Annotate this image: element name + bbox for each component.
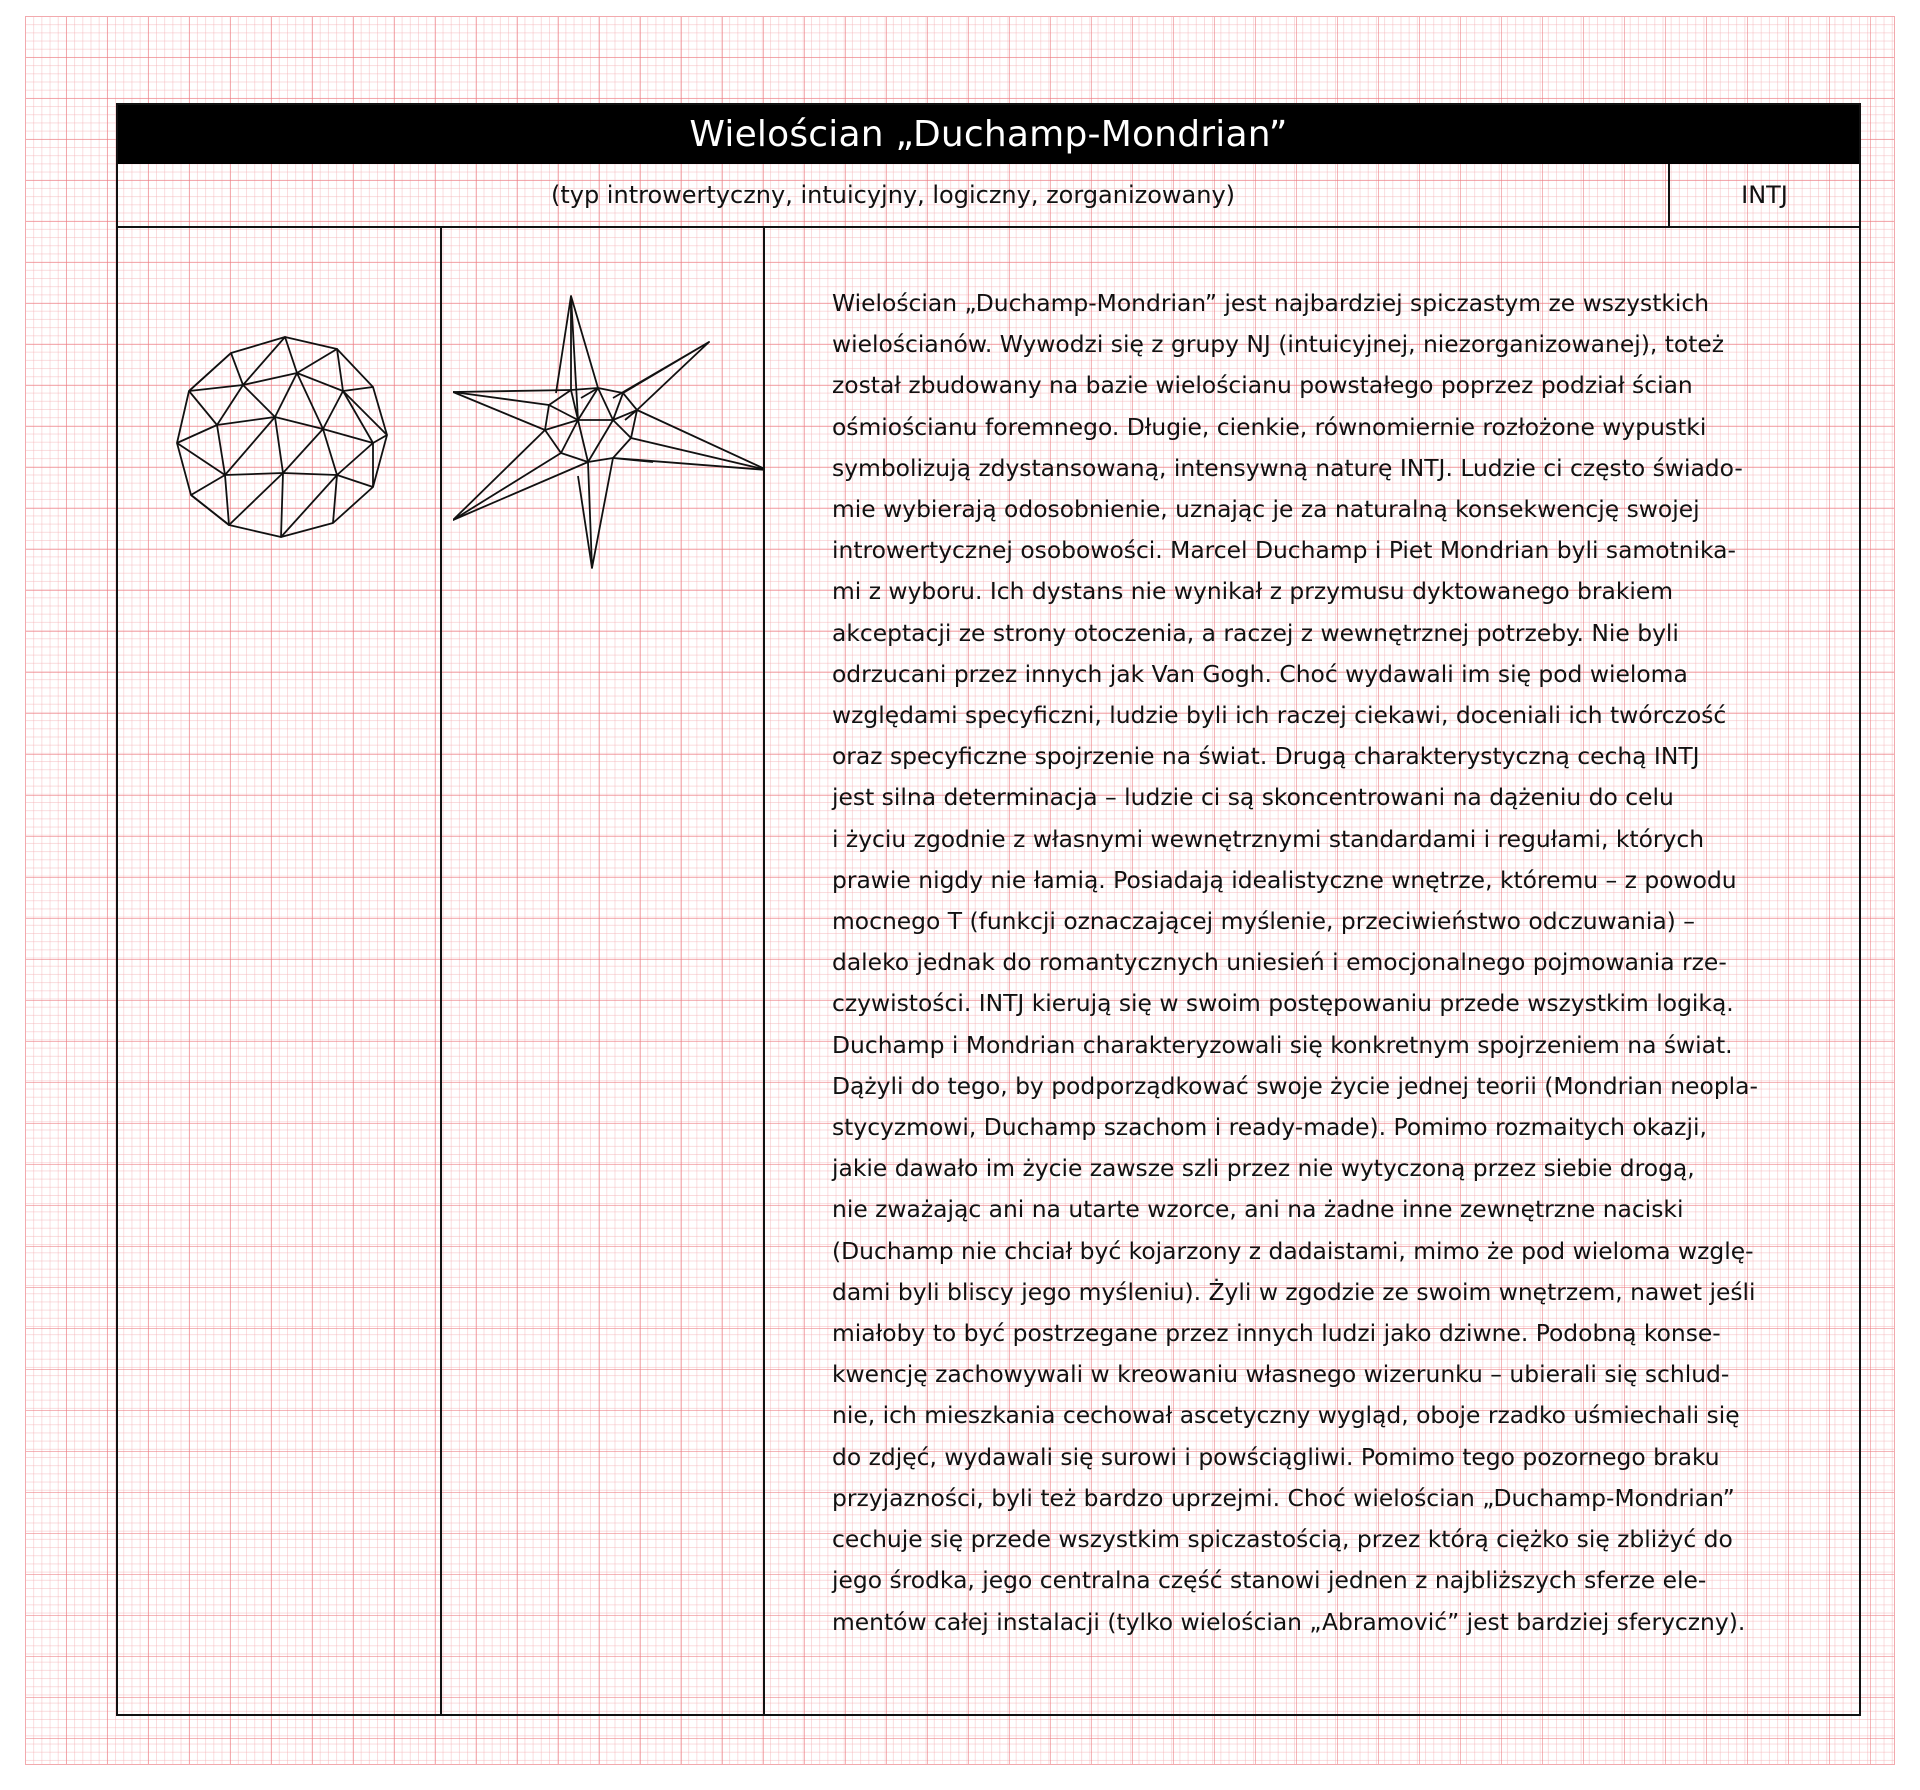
description-line: miałoby to być postrzegane przez innych ludzi jako dziwne. Podobną konse- xyxy=(832,1319,1721,1348)
description-line: został zbudowany na bazie wielościanu powstałego poprzez podział ścian xyxy=(832,371,1693,400)
description-line: mi z wyboru. Ich dystans nie wynikał z przymusu dyktowanego brakiem xyxy=(832,577,1674,606)
description-line: jakie dawało im życie zawsze szli przez nie wytyczoną przez siebie drogą, xyxy=(832,1154,1695,1183)
description-line: względami specyficzni, ludzie byli ich raczej ciekawi, doceniali ich twórczość xyxy=(832,701,1727,730)
description-line: jego środka, jego centralna część stanowi jednen z najbliższych sferze ele- xyxy=(832,1566,1707,1595)
description-line: Wielościan „Duchamp-Mondrian” jest najbardziej spiczastym ze wszystkich xyxy=(832,289,1710,317)
description-line: jest silna determinacja – ludzie ci są skoncentrowani na dążeniu do celu xyxy=(832,783,1674,812)
grid-paper-sheet xyxy=(25,16,1895,1765)
personality-type-code: INTJ xyxy=(1668,164,1859,226)
description-line: oraz specyficzne spojrzenie na świat. Drugą charakterystyczną cechą INTJ xyxy=(832,742,1700,771)
page-title: Wielościan „Duchamp-Mondrian” xyxy=(118,105,1859,164)
description-line: kwencję zachowywali w kreowaniu własnego wizerunku – ubierali się schlud- xyxy=(832,1360,1730,1389)
column-divider-right xyxy=(763,228,765,1714)
description-line: Duchamp i Mondrian charakteryzowali się konkretnym spojrzeniem na świat. xyxy=(832,1030,1733,1059)
description-line: symbolizują zdystansowaną, intensywną naturę INTJ. Ludzie ci często świado- xyxy=(832,453,1743,482)
description-line: mie wybierają odosobnienie, uznając je za naturalną konsekwencję swojej xyxy=(832,495,1700,524)
description-line: cechuje się przede wszystkim spiczastością, przez którą ciężko się zbliżyć do xyxy=(832,1525,1733,1554)
description-line: introwertycznej osobowości. Marcel Duchamp i Piet Mondrian byli samotnika- xyxy=(832,536,1736,565)
column-divider-left xyxy=(440,228,442,1714)
description-line: odrzucani przez innych jak Van Gogh. Choć wydawali im się pod wieloma xyxy=(832,659,1688,688)
description-line: wielościanów. Wywodzi się z grupy NJ (intuicyjnej, niezorganizowanej), toteż xyxy=(832,330,1725,359)
description-line: akceptacji ze strony otoczenia, a raczej z wewnętrznej potrzeby. Nie byli xyxy=(832,618,1679,647)
description-line: czywistości. INTJ kierują się w swoim postępowaniu przede wszystkim logiką. xyxy=(832,989,1734,1018)
description-line: przyjazności, byli też bardzo uprzejmi. Choć wielościan „Duchamp-Mondrian” xyxy=(832,1483,1735,1512)
info-card xyxy=(116,103,1861,1716)
description-line: Dążyli do tego, by podporządkować swoje życie jednej teorii (Mondrian neopla- xyxy=(832,1071,1758,1100)
spiked-star-polyhedron-illustration xyxy=(453,280,763,600)
geodesic-sphere-illustration xyxy=(173,325,388,540)
description-line: dami byli bliscy jego myśleniu). Żyli w zgodzie ze swoim wnętrzem, nawet jeśli xyxy=(832,1277,1756,1306)
description-text xyxy=(832,283,1832,1643)
description-line: daleko jednak do romantycznych uniesień i emocjonalnego pojmowania rze- xyxy=(832,948,1727,977)
description-line: mentów całej instalacji (tylko wielościan „Abramović” jest bardziej sferyczny). xyxy=(832,1607,1746,1636)
description-line: nie, ich mieszkania cechował ascetyczny wygląd, oboje rzadko uśmiechali się xyxy=(832,1401,1740,1430)
description-line: prawie nigdy nie łamią. Posiadają idealistyczne wnętrze, któremu – z powodu xyxy=(832,865,1737,894)
description-line: (Duchamp nie chciał być kojarzony z dadaistami, mimo że pod wieloma wzglę- xyxy=(832,1236,1754,1265)
description-line: nie zważając ani na utarte wzorce, ani na żadne inne zewnętrzne naciski xyxy=(832,1195,1684,1224)
description-line: do zdjęć, wydawali się surowi i powściągliwi. Pomimo tego pozornego braku xyxy=(832,1442,1720,1471)
description-line: i życiu zgodnie z własnymi wewnętrznymi standardami i regułami, których xyxy=(832,824,1705,853)
description-line: stycyzmowi, Duchamp szachom i ready-made). Pomimo rozmaitych okazji, xyxy=(832,1113,1707,1142)
description-line: ośmiościanu foremnego. Długie, cienkie, równomiernie rozłożone wypustki xyxy=(832,412,1707,441)
personality-description: (typ introwertyczny, intuicyjny, logiczny, zorganizowany) xyxy=(550,181,1236,209)
description-line: mocnego T (funkcji oznaczającej myślenie, przeciwieństwo odczuwania) – xyxy=(832,907,1695,936)
subtitle-row xyxy=(118,164,1859,228)
